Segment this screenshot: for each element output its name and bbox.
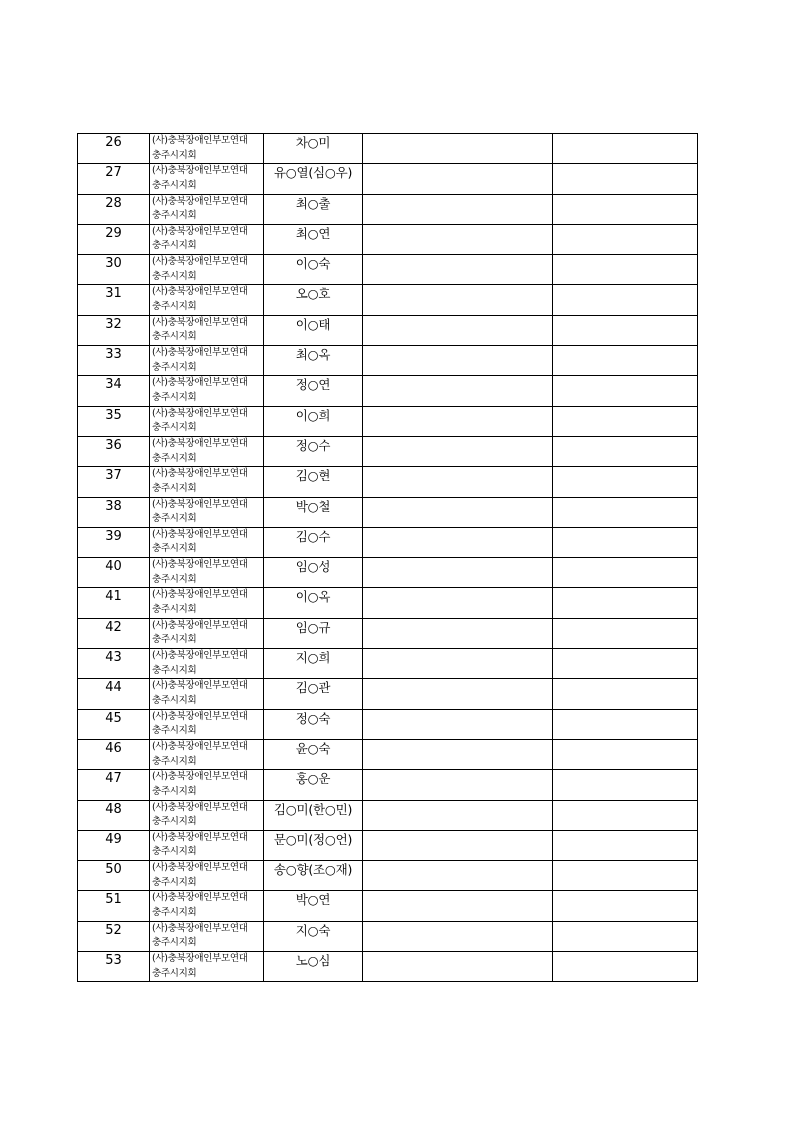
member-name: 임○성 <box>264 558 363 588</box>
organization-cell <box>150 649 264 679</box>
organization-line1: (사)충북장애인부모연대 <box>152 498 248 510</box>
row-number: 42 <box>78 618 150 648</box>
row-number: 29 <box>78 224 150 254</box>
empty-cell <box>553 861 698 891</box>
member-name: 지○희 <box>264 649 363 679</box>
member-name: 송○향(조○재) <box>264 861 363 891</box>
table-row <box>78 649 698 679</box>
organization-cell <box>150 285 264 315</box>
row-number: 53 <box>78 952 150 982</box>
table-row <box>78 739 698 769</box>
empty-cell <box>553 830 698 860</box>
organization-cell <box>150 891 264 921</box>
empty-cell <box>363 436 553 466</box>
empty-cell <box>553 436 698 466</box>
organization-line2: 충주시지회 <box>152 785 197 797</box>
roster-body <box>78 134 698 982</box>
table-row <box>78 709 698 739</box>
organization-line1: (사)충북장애인부모연대 <box>152 225 248 237</box>
member-name: 김○수 <box>264 527 363 557</box>
organization-line1: (사)충북장애인부모연대 <box>152 559 248 571</box>
table-row <box>78 830 698 860</box>
organization-cell <box>150 618 264 648</box>
member-name: 이○태 <box>264 315 363 345</box>
organization-line1: (사)충북장애인부모연대 <box>152 256 248 268</box>
empty-cell <box>553 194 698 224</box>
table-row <box>78 558 698 588</box>
organization-line1: (사)충북장애인부모연대 <box>152 347 248 359</box>
table-row <box>78 679 698 709</box>
organization-line2: 충주시지회 <box>152 422 197 434</box>
empty-cell <box>363 830 553 860</box>
empty-cell <box>363 134 553 164</box>
organization-cell <box>150 558 264 588</box>
organization-line1: (사)충북장애인부모연대 <box>152 710 248 722</box>
row-number: 39 <box>78 527 150 557</box>
organization-cell <box>150 800 264 830</box>
organization-line2: 충주시지회 <box>152 846 197 858</box>
organization-line1: (사)충북장애인부모연대 <box>152 892 248 904</box>
organization-line1: (사)충북장애인부모연대 <box>152 377 248 389</box>
empty-cell <box>363 224 553 254</box>
member-name: 김○관 <box>264 679 363 709</box>
row-number: 27 <box>78 164 150 194</box>
row-number: 35 <box>78 406 150 436</box>
organization-line2: 충주시지회 <box>152 604 197 616</box>
empty-cell <box>553 679 698 709</box>
table-row <box>78 436 698 466</box>
empty-cell <box>363 861 553 891</box>
organization-line2: 충주시지회 <box>152 725 197 737</box>
organization-line1: (사)충북장애인부모연대 <box>152 771 248 783</box>
row-number: 40 <box>78 558 150 588</box>
organization-cell <box>150 679 264 709</box>
table-row <box>78 164 698 194</box>
member-name: 이○옥 <box>264 588 363 618</box>
organization-cell <box>150 164 264 194</box>
organization-cell <box>150 952 264 982</box>
organization-cell <box>150 830 264 860</box>
member-name: 김○미(한○민) <box>264 800 363 830</box>
member-name: 정○숙 <box>264 709 363 739</box>
organization-line2: 충주시지회 <box>152 573 197 585</box>
member-name: 유○열(심○우) <box>264 164 363 194</box>
row-number: 43 <box>78 649 150 679</box>
empty-cell <box>363 467 553 497</box>
organization-cell <box>150 346 264 376</box>
table-row <box>78 618 698 648</box>
table-row <box>78 770 698 800</box>
member-name: 정○수 <box>264 436 363 466</box>
table-row <box>78 315 698 345</box>
empty-cell <box>553 406 698 436</box>
empty-cell <box>553 770 698 800</box>
row-number: 26 <box>78 134 150 164</box>
empty-cell <box>553 588 698 618</box>
table-row <box>78 891 698 921</box>
empty-cell <box>553 649 698 679</box>
table-row <box>78 527 698 557</box>
organization-line1: (사)충북장애인부모연대 <box>152 407 248 419</box>
table-row <box>78 194 698 224</box>
organization-line2: 충주시지회 <box>152 513 197 525</box>
empty-cell <box>363 194 553 224</box>
organization-line2: 충주시지회 <box>152 149 197 161</box>
row-number: 28 <box>78 194 150 224</box>
member-name: 정○연 <box>264 376 363 406</box>
empty-cell <box>553 558 698 588</box>
row-number: 30 <box>78 255 150 285</box>
organization-cell <box>150 406 264 436</box>
organization-line2: 충주시지회 <box>152 967 197 979</box>
organization-line2: 충주시지회 <box>152 361 197 373</box>
member-name: 임○규 <box>264 618 363 648</box>
organization-line2: 충주시지회 <box>152 664 197 676</box>
organization-cell <box>150 224 264 254</box>
organization-line2: 충주시지회 <box>152 331 197 343</box>
organization-line2: 충주시지회 <box>152 937 197 949</box>
organization-line2: 충주시지회 <box>152 755 197 767</box>
row-number: 34 <box>78 376 150 406</box>
organization-line2: 충주시지회 <box>152 452 197 464</box>
empty-cell <box>553 255 698 285</box>
row-number: 37 <box>78 467 150 497</box>
empty-cell <box>363 406 553 436</box>
member-name: 이○희 <box>264 406 363 436</box>
roster-table <box>77 133 698 982</box>
empty-cell <box>553 952 698 982</box>
row-number: 50 <box>78 861 150 891</box>
organization-line1: (사)충북장애인부모연대 <box>152 135 248 146</box>
row-number: 48 <box>78 800 150 830</box>
row-number: 41 <box>78 588 150 618</box>
member-name: 김○현 <box>264 467 363 497</box>
organization-line1: (사)충북장애인부모연대 <box>152 740 248 752</box>
table-row <box>78 800 698 830</box>
empty-cell <box>363 346 553 376</box>
organization-cell <box>150 134 264 164</box>
empty-cell <box>553 467 698 497</box>
table-row <box>78 921 698 951</box>
row-number: 31 <box>78 285 150 315</box>
member-name: 이○숙 <box>264 255 363 285</box>
member-name: 오○호 <box>264 285 363 315</box>
empty-cell <box>553 891 698 921</box>
organization-line1: (사)충북장애인부모연대 <box>152 831 248 843</box>
empty-cell <box>553 709 698 739</box>
member-name: 홍○운 <box>264 770 363 800</box>
organization-line1: (사)충북장애인부모연대 <box>152 619 248 631</box>
organization-line1: (사)충북장애인부모연대 <box>152 528 248 540</box>
organization-line2: 충주시지회 <box>152 210 197 222</box>
organization-line2: 충주시지회 <box>152 694 197 706</box>
empty-cell <box>553 164 698 194</box>
empty-cell <box>363 952 553 982</box>
organization-line2: 충주시지회 <box>152 876 197 888</box>
organization-cell <box>150 467 264 497</box>
organization-cell <box>150 194 264 224</box>
organization-line1: (사)충북장애인부모연대 <box>152 801 248 813</box>
table-row <box>78 861 698 891</box>
organization-line2: 충주시지회 <box>152 179 197 191</box>
organization-line1: (사)충북장애인부모연대 <box>152 286 248 298</box>
member-name: 최○출 <box>264 194 363 224</box>
empty-cell <box>553 921 698 951</box>
organization-cell <box>150 376 264 406</box>
organization-line2: 충주시지회 <box>152 301 197 313</box>
table-row <box>78 346 698 376</box>
organization-line1: (사)충북장애인부모연대 <box>152 680 248 692</box>
table-row <box>78 952 698 982</box>
organization-line1: (사)충북장애인부모연대 <box>152 468 248 480</box>
organization-line1: (사)충북장애인부모연대 <box>152 922 248 934</box>
organization-line1: (사)충북장애인부모연대 <box>152 437 248 449</box>
organization-cell <box>150 315 264 345</box>
table-row <box>78 224 698 254</box>
empty-cell <box>363 255 553 285</box>
empty-cell <box>363 527 553 557</box>
table-row <box>78 134 698 164</box>
empty-cell <box>363 679 553 709</box>
member-name: 최○연 <box>264 224 363 254</box>
organization-line1: (사)충북장애인부모연대 <box>152 589 248 601</box>
organization-line1: (사)충북장애인부모연대 <box>152 650 248 662</box>
row-number: 44 <box>78 679 150 709</box>
organization-cell <box>150 861 264 891</box>
organization-cell <box>150 709 264 739</box>
organization-line2: 충주시지회 <box>152 482 197 494</box>
organization-cell <box>150 770 264 800</box>
member-name: 최○옥 <box>264 346 363 376</box>
member-name: 박○철 <box>264 497 363 527</box>
organization-line2: 충주시지회 <box>152 634 197 646</box>
organization-line2: 충주시지회 <box>152 240 197 252</box>
organization-line2: 충주시지회 <box>152 907 197 919</box>
empty-cell <box>363 800 553 830</box>
empty-cell <box>363 588 553 618</box>
organization-line1: (사)충북장애인부모연대 <box>152 165 248 177</box>
organization-line1: (사)충북장애인부모연대 <box>152 862 248 874</box>
member-name: 차○미 <box>264 134 363 164</box>
empty-cell <box>363 618 553 648</box>
table-row <box>78 497 698 527</box>
row-number: 46 <box>78 739 150 769</box>
member-name: 지○숙 <box>264 921 363 951</box>
empty-cell <box>553 618 698 648</box>
organization-line2: 충주시지회 <box>152 270 197 282</box>
organization-cell <box>150 921 264 951</box>
organization-cell <box>150 436 264 466</box>
empty-cell <box>363 315 553 345</box>
organization-line1: (사)충북장애인부모연대 <box>152 195 248 207</box>
organization-cell <box>150 588 264 618</box>
empty-cell <box>553 376 698 406</box>
empty-cell <box>553 346 698 376</box>
empty-cell <box>363 164 553 194</box>
member-name: 윤○숙 <box>264 739 363 769</box>
empty-cell <box>363 709 553 739</box>
empty-cell <box>553 739 698 769</box>
organization-line2: 충주시지회 <box>152 543 197 555</box>
empty-cell <box>363 739 553 769</box>
row-number: 38 <box>78 497 150 527</box>
empty-cell <box>553 285 698 315</box>
empty-cell <box>363 558 553 588</box>
table-row <box>78 285 698 315</box>
table-row <box>78 467 698 497</box>
empty-cell <box>553 224 698 254</box>
empty-cell <box>553 527 698 557</box>
organization-line2: 충주시지회 <box>152 816 197 828</box>
row-number: 49 <box>78 830 150 860</box>
row-number: 47 <box>78 770 150 800</box>
row-number: 45 <box>78 709 150 739</box>
member-name: 박○연 <box>264 891 363 921</box>
organization-cell <box>150 497 264 527</box>
table-row <box>78 406 698 436</box>
empty-cell <box>553 497 698 527</box>
empty-cell <box>553 315 698 345</box>
empty-cell <box>363 497 553 527</box>
empty-cell <box>553 134 698 164</box>
table-row <box>78 255 698 285</box>
row-number: 51 <box>78 891 150 921</box>
organization-cell <box>150 739 264 769</box>
empty-cell <box>363 891 553 921</box>
organization-line1: (사)충북장애인부모연대 <box>152 316 248 328</box>
member-name: 문○미(정○언) <box>264 830 363 860</box>
empty-cell <box>363 376 553 406</box>
organization-cell <box>150 527 264 557</box>
organization-line1: (사)충북장애인부모연대 <box>152 953 248 965</box>
empty-cell <box>553 800 698 830</box>
empty-cell <box>363 921 553 951</box>
table-row <box>78 588 698 618</box>
row-number: 52 <box>78 921 150 951</box>
empty-cell <box>363 770 553 800</box>
empty-cell <box>363 649 553 679</box>
organization-cell <box>150 255 264 285</box>
table-row <box>78 376 698 406</box>
member-name: 노○심 <box>264 952 363 982</box>
organization-line2: 충주시지회 <box>152 391 197 403</box>
row-number: 32 <box>78 315 150 345</box>
row-number: 36 <box>78 436 150 466</box>
row-number: 33 <box>78 346 150 376</box>
empty-cell <box>363 285 553 315</box>
